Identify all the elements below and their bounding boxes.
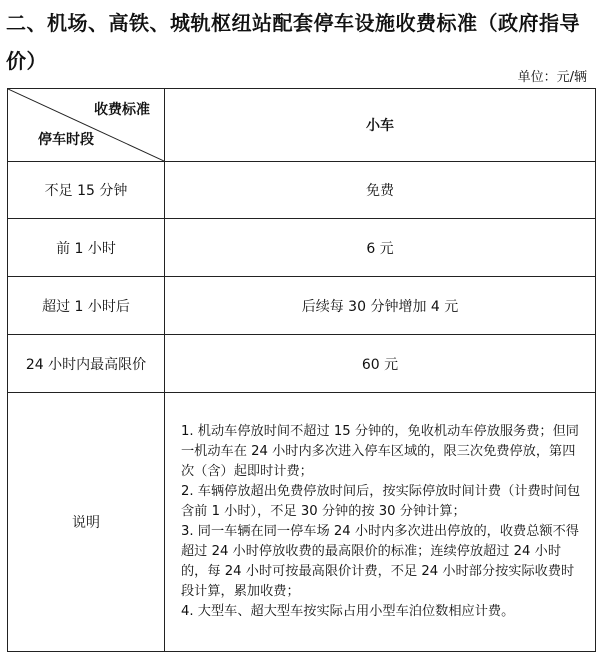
period-cell: 不足 15 分钟 <box>8 162 165 219</box>
period-cell: 24 小时内最高限价 <box>8 335 165 393</box>
note-item: 1. 机动车停放时间不超过 15 分钟的，免收机动车停放服务费；但同一机动车在 24 小时内多次进入停车区域的，限三次免费停放，第四次（含）起即时计费； <box>181 424 579 479</box>
section-title: 二、机场、高铁、城轨枢纽站配套停车设施收费标准（政府指导价） <box>6 11 580 73</box>
note-item: 3. 同一车辆在同一停车场 24 小时内多次进出停放的，收费总额不得超过 24 小时停放收费的最高限价的标准；连续停放超过 24 小时的，每 24 小时可按最高限价计费，不足 24 小时部分按实际收费时段计算，累加收费； <box>181 524 579 599</box>
unit-label: 单位：元/辆 <box>517 70 587 85</box>
period-cell: 超过 1 小时后 <box>8 277 165 335</box>
diagonal-header-cell <box>8 89 165 162</box>
notes-label: 说明 <box>8 393 165 652</box>
fee-standard-table <box>7 88 596 652</box>
table-row <box>8 277 596 335</box>
fee-cell: 6 元 <box>165 219 596 277</box>
small-car-header: 小车 <box>165 89 596 162</box>
note-item: 2. 车辆停放超出免费停放时间后，按实际停放时间计费（计费时间包含前 1 小时），不足 30 分钟的按 30 分钟计算； <box>181 484 581 519</box>
parking-period-label: 停车时段 <box>38 132 94 148</box>
notes-cell <box>165 393 596 652</box>
notes-row <box>8 393 596 652</box>
table-row <box>8 219 596 277</box>
fee-cell: 后续每 30 分钟增加 4 元 <box>165 277 596 335</box>
fee-cell: 免费 <box>165 162 596 219</box>
table-row <box>8 335 596 393</box>
table-header-row <box>8 89 596 162</box>
note-item: 4. 大型车、超大型车按实际占用小型车泊位数相应计费。 <box>181 604 515 619</box>
fee-standard-label: 收费标准 <box>94 102 150 118</box>
table-row <box>8 162 596 219</box>
period-cell: 前 1 小时 <box>8 219 165 277</box>
fee-cell: 60 元 <box>165 335 596 393</box>
